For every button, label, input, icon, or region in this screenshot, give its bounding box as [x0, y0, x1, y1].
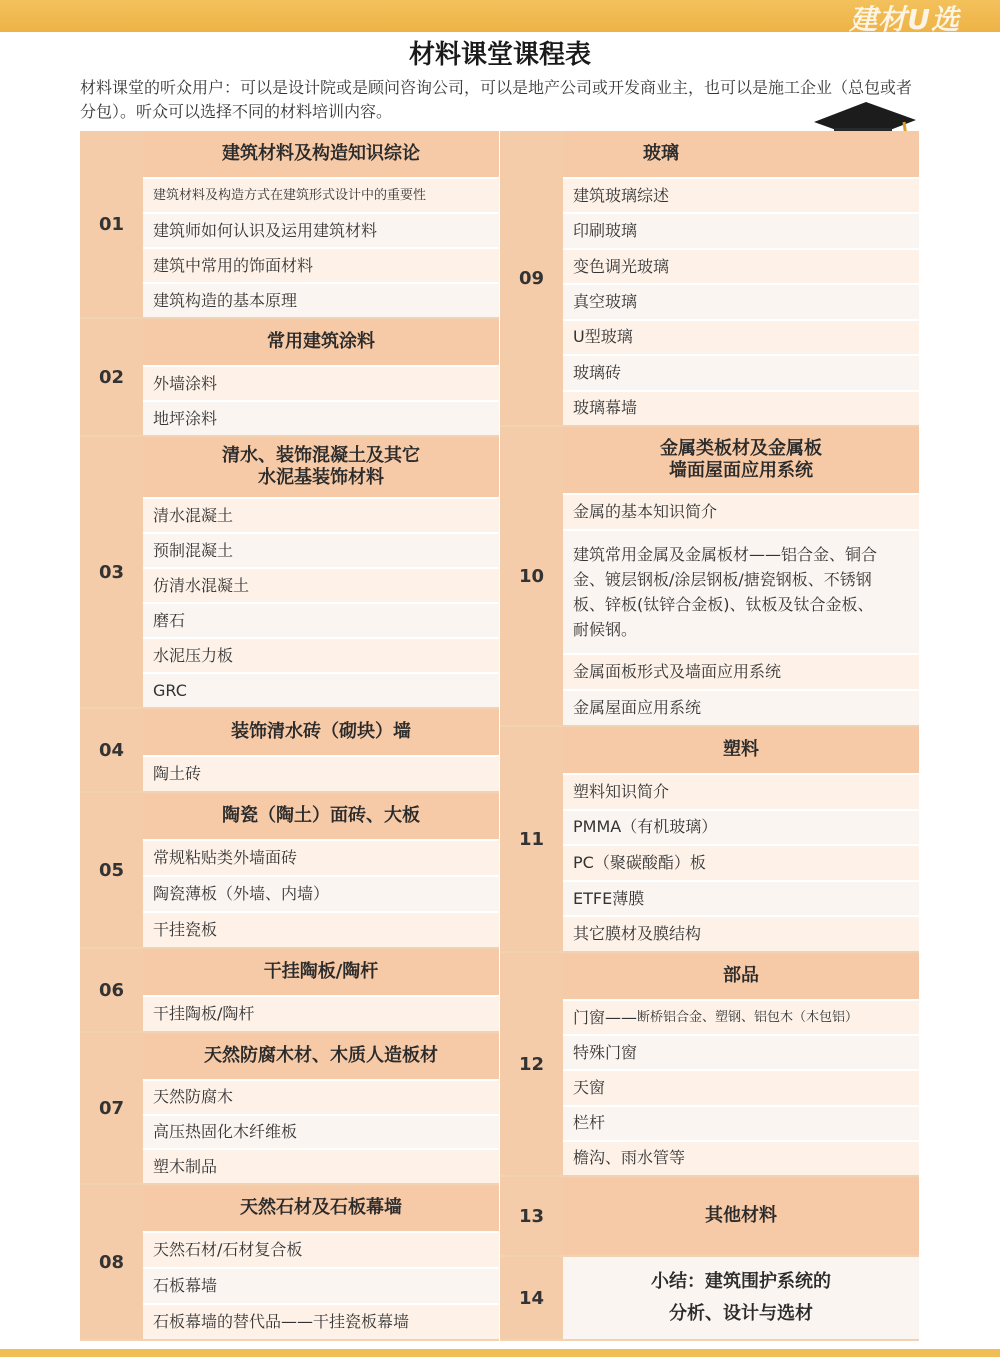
bottom-band	[0, 1349, 1000, 1357]
section-heading	[563, 427, 919, 493]
list-item: 特殊门窗	[563, 1034, 919, 1069]
list-item: 预制混凝土	[143, 532, 499, 567]
list-item: 玻璃幕墙	[563, 390, 919, 425]
section-heading: 天然防腐木材、木质人造板材	[143, 1033, 499, 1079]
list-item: 建筑中常用的饰面材料	[143, 247, 499, 282]
list-item: 干挂陶板/陶杆	[143, 995, 499, 1031]
top-band	[0, 0, 1000, 36]
list-item: 地坪涂料	[143, 400, 499, 435]
intro-text: 材料课堂的听众用户：可以是设计院或是顾问咨询公司，可以是地产公司或开发商业主，也可以是施工企业（总包或者分包）。听众可以选择不同的材料培训内容。	[80, 78, 913, 121]
item-subtext: 断桥铝合金、塑钢、铝包木（木包铝）	[637, 1009, 859, 1025]
section-heading: 陶瓷（陶土）面砖、大板	[143, 793, 499, 839]
section-14	[500, 1257, 919, 1341]
summary-text	[563, 1257, 919, 1339]
summary-line: 分析、设计与选材	[669, 1303, 813, 1324]
section-13	[500, 1177, 919, 1257]
section-heading: 部品	[563, 953, 919, 999]
list-item: PMMA（有机玻璃）	[563, 809, 919, 845]
list-item: 变色调光玻璃	[563, 248, 919, 283]
section-heading: 玻璃	[563, 131, 919, 177]
heading-line: 水泥基装饰材料	[258, 467, 384, 488]
section-number: 11	[500, 727, 563, 951]
section-heading: 天然石材及石板幕墙	[143, 1185, 499, 1231]
list-item: 其它膜材及膜结构	[563, 915, 919, 951]
section-09	[500, 131, 919, 427]
section-03	[80, 437, 499, 709]
list-item: 石板幕墙	[143, 1267, 499, 1303]
section-number: 14	[500, 1257, 563, 1339]
section-06	[80, 949, 499, 1033]
list-item: 仿清水混凝土	[143, 567, 499, 602]
section-02	[80, 319, 499, 437]
list-item: 天窗	[563, 1069, 919, 1104]
page-title: 材料课堂课程表	[408, 40, 591, 70]
list-item: 檐沟、雨水管等	[563, 1140, 919, 1175]
list-item: 水泥压力板	[143, 637, 499, 672]
section-heading: 建筑材料及构造知识综论	[143, 131, 499, 177]
list-item: ETFE薄膜	[563, 880, 919, 916]
heading-line: 墙面屋面应用系统	[669, 460, 813, 481]
list-item: 印刷玻璃	[563, 212, 919, 247]
section-heading: 其他材料	[563, 1177, 919, 1255]
section-12	[500, 953, 919, 1177]
list-item: 建筑常用金属及金属板材——铝合金、铜合金、镀层钢板/涂层钢板/搪瓷钢板、不锈钢板、锌板(钛锌合金板)、钛板及钛合金板、耐候钢。	[563, 529, 919, 653]
list-item: 金属的基本知识简介	[563, 493, 919, 529]
list-item: 清水混凝土	[143, 497, 499, 532]
list-item: 陶瓷薄板（外墙、内墙）	[143, 875, 499, 911]
list-item: 金属屋面应用系统	[563, 689, 919, 725]
section-04	[80, 709, 499, 793]
section-11	[500, 727, 919, 953]
list-item: 建筑玻璃综述	[563, 177, 919, 212]
section-number: 10	[500, 427, 563, 725]
section-number: 13	[500, 1177, 563, 1255]
list-item: 外墙涂料	[143, 365, 499, 400]
heading-line: 清水、装饰混凝土及其它	[222, 445, 420, 466]
list-item: 建筑材料及构造方式在建筑形式设计中的重要性	[143, 177, 499, 212]
heading-line: 金属类板材及金属板	[660, 438, 822, 459]
list-item: U型玻璃	[563, 319, 919, 354]
section-number: 01	[80, 131, 143, 317]
list-item: 高压热固化木纤维板	[143, 1114, 499, 1149]
section-05	[80, 793, 499, 949]
list-item: 干挂瓷板	[143, 911, 499, 947]
list-item: 塑料知识简介	[563, 773, 919, 809]
section-heading: 塑料	[563, 727, 919, 773]
section-08	[80, 1185, 499, 1341]
section-number: 09	[500, 131, 563, 425]
list-item: 塑木制品	[143, 1148, 499, 1183]
list-item	[563, 999, 919, 1034]
list-item: 金属面板形式及墙面应用系统	[563, 653, 919, 689]
section-07	[80, 1033, 499, 1185]
section-heading: 常用建筑涂料	[143, 319, 499, 365]
section-01	[80, 131, 499, 319]
list-item: 建筑构造的基本原理	[143, 282, 499, 317]
section-number: 08	[80, 1185, 143, 1339]
list-item: 建筑师如何认识及运用建筑材料	[143, 212, 499, 247]
item-text: 门窗——	[573, 1007, 638, 1027]
brand-logo: 建材U选	[849, 3, 960, 36]
list-item: 常规粘贴类外墙面砖	[143, 839, 499, 875]
list-item: 真空玻璃	[563, 283, 919, 318]
section-number: 02	[80, 319, 143, 435]
section-heading: 干挂陶板/陶杆	[143, 949, 499, 995]
section-number: 03	[80, 437, 143, 707]
summary-line: 小结：建筑围护系统的	[651, 1271, 831, 1292]
list-item: 玻璃砖	[563, 354, 919, 389]
section-10	[500, 427, 919, 727]
list-item: 栏杆	[563, 1105, 919, 1140]
section-number: 12	[500, 953, 563, 1175]
list-item: 磨石	[143, 602, 499, 637]
list-item: PC（聚碳酸酯）板	[563, 844, 919, 880]
list-item: 天然石材/石材复合板	[143, 1231, 499, 1267]
section-number: 05	[80, 793, 143, 947]
section-number: 04	[80, 709, 143, 791]
list-item: 陶土砖	[143, 755, 499, 791]
section-number: 07	[80, 1033, 143, 1183]
list-item: 石板幕墙的替代品——干挂瓷板幕墙	[143, 1303, 499, 1339]
list-item: GRC	[143, 672, 499, 707]
section-number: 06	[80, 949, 143, 1031]
section-heading: 装饰清水砖（砌块）墙	[143, 709, 499, 755]
section-heading	[143, 437, 499, 497]
list-item: 天然防腐木	[143, 1079, 499, 1114]
